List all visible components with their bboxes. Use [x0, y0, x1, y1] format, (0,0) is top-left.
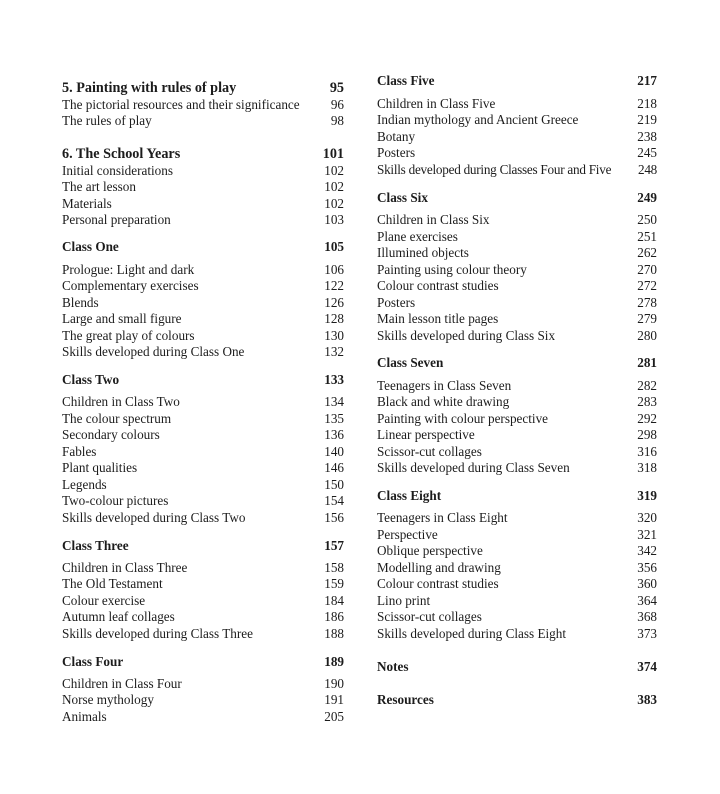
toc-entry[interactable]: Oblique perspective 342 — [377, 543, 657, 558]
toc-entry[interactable]: Lino print 364 — [377, 593, 657, 608]
toc-entry[interactable]: Autumn leaf collages 186 — [62, 609, 344, 624]
toc-entry[interactable]: Teenagers in Class Seven 282 — [377, 378, 657, 393]
toc-entry[interactable]: The Old Testament 159 — [62, 576, 344, 591]
toc-entry[interactable]: The pictorial resources and their significance 96 — [62, 97, 344, 112]
toc-entry[interactable]: Children in Class Two 134 — [62, 394, 344, 409]
toc-entry[interactable]: Large and small figure 128 — [62, 311, 344, 326]
toc-entry[interactable]: Children in Class Five 218 — [377, 96, 657, 111]
toc-entry[interactable]: Skills developed during Class Two 156 — [62, 510, 344, 525]
toc-entry[interactable]: Two-colour pictures 154 — [62, 493, 344, 508]
toc-entry[interactable]: Skills developed during Classes Four and Five 248 — [377, 162, 657, 177]
toc-entry[interactable]: The great play of colours 130 — [62, 328, 344, 343]
toc-entry[interactable]: Modelling and drawing 356 — [377, 560, 657, 575]
toc-entry[interactable]: The colour spectrum 135 — [62, 411, 344, 426]
toc-entry[interactable]: Scissor-cut collages 316 — [377, 444, 657, 459]
toc-heading-class-four[interactable]: Class Four 189 — [62, 654, 344, 669]
toc-entry[interactable]: Initial considerations 102 — [62, 163, 344, 178]
toc-heading-resources[interactable]: Resources 383 — [377, 692, 657, 707]
toc-heading-class-one[interactable]: Class One 105 — [62, 239, 344, 254]
toc-heading-notes[interactable]: Notes 374 — [377, 659, 657, 674]
toc-heading-class-three[interactable]: Class Three 157 — [62, 538, 344, 553]
toc-entry[interactable]: Colour contrast studies 272 — [377, 278, 657, 293]
toc-entry[interactable]: Skills developed during Class One 132 — [62, 344, 344, 359]
toc-entry[interactable]: Painting using colour theory 270 — [377, 262, 657, 277]
toc-entry[interactable]: Painting with colour perspective 292 — [377, 411, 657, 426]
toc-entry[interactable]: Complementary exercises 122 — [62, 278, 344, 293]
toc-entry[interactable]: Illumined objects 262 — [377, 245, 657, 260]
toc-heading-class-two[interactable]: Class Two 133 — [62, 372, 344, 387]
toc-entry[interactable]: Posters 278 — [377, 295, 657, 310]
toc-entry[interactable]: Black and white drawing 283 — [377, 394, 657, 409]
toc-entry[interactable]: Skills developed during Class Three 188 — [62, 626, 344, 641]
toc-heading-school-years[interactable]: 6. The School Years 101 — [62, 146, 344, 162]
toc-entry[interactable]: Plant qualities 146 — [62, 460, 344, 475]
toc-entry[interactable]: Skills developed during Class Seven 318 — [377, 460, 657, 475]
toc-entry[interactable]: Colour exercise 184 — [62, 593, 344, 608]
toc-entry[interactable]: Scissor-cut collages 368 — [377, 609, 657, 624]
toc-entry[interactable]: Linear perspective 298 — [377, 427, 657, 442]
toc-heading-class-eight[interactable]: Class Eight 319 — [377, 488, 657, 503]
toc-heading-class-six[interactable]: Class Six 249 — [377, 190, 657, 205]
toc-entry[interactable]: Indian mythology and Ancient Greece 219 — [377, 112, 657, 127]
toc-entry[interactable]: Botany 238 — [377, 129, 657, 144]
toc-heading-painting-rules[interactable]: 5. Painting with rules of play 95 — [62, 80, 344, 96]
toc-entry[interactable]: Blends 126 — [62, 295, 344, 310]
toc-entry[interactable]: Colour contrast studies 360 — [377, 576, 657, 591]
toc-entry[interactable]: Materials 102 — [62, 196, 344, 211]
toc-entry[interactable]: The rules of play 98 — [62, 113, 344, 128]
toc-heading-class-five[interactable]: Class Five 217 — [377, 73, 657, 88]
toc-entry[interactable]: Secondary colours 136 — [62, 427, 344, 442]
toc-entry[interactable]: Legends 150 — [62, 477, 344, 492]
toc-entry[interactable]: Skills developed during Class Six 280 — [377, 328, 657, 343]
toc-entry[interactable]: Plane exercises 251 — [377, 229, 657, 244]
toc-entry[interactable]: Personal preparation 103 — [62, 212, 344, 227]
toc-entry[interactable]: Prologue: Light and dark 106 — [62, 262, 344, 277]
toc-entry[interactable]: Main lesson title pages 279 — [377, 311, 657, 326]
toc-entry[interactable]: Children in Class Four 190 — [62, 676, 344, 691]
toc-entry[interactable]: Children in Class Three 158 — [62, 560, 344, 575]
toc-entry[interactable]: Skills developed during Class Eight 373 — [377, 626, 657, 641]
toc-entry[interactable]: The art lesson 102 — [62, 179, 344, 194]
toc-entry[interactable]: Teenagers in Class Eight 320 — [377, 510, 657, 525]
toc-entry[interactable]: Norse mythology 191 — [62, 692, 344, 707]
toc-entry[interactable]: Posters 245 — [377, 145, 657, 160]
toc-entry[interactable]: Perspective 321 — [377, 527, 657, 542]
toc-entry[interactable]: Animals 205 — [62, 709, 344, 724]
toc-entry[interactable]: Children in Class Six 250 — [377, 212, 657, 227]
toc-heading-class-seven[interactable]: Class Seven 281 — [377, 355, 657, 370]
toc-entry[interactable]: Fables 140 — [62, 444, 344, 459]
